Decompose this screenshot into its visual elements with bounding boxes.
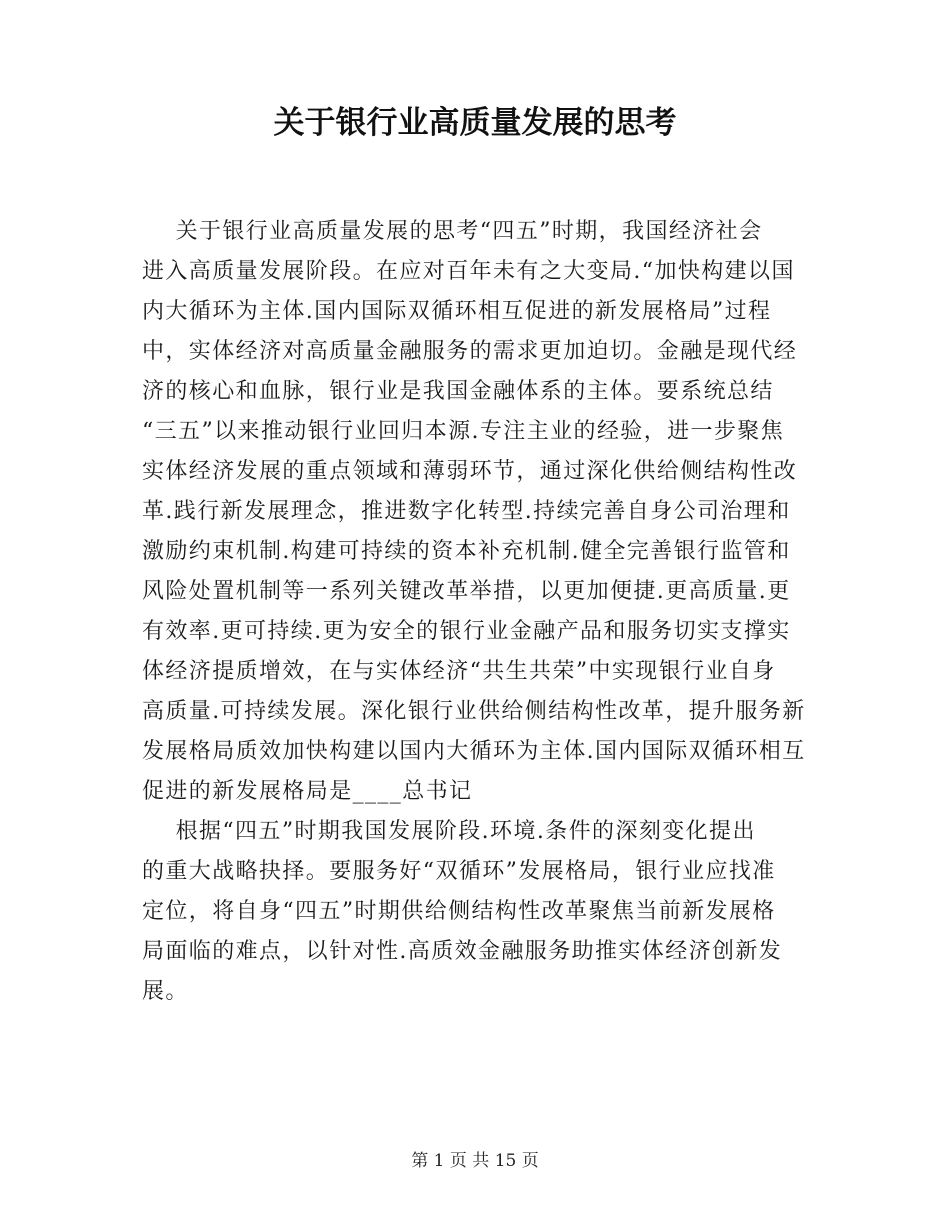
- text-line: 有效率.更可持续.更为安全的银行业金融产品和服务切实支撑实: [142, 619, 791, 644]
- text-line: 济的核心和血脉，银行业是我国金融体系的主体。要系统总结: [142, 379, 774, 404]
- text-line: 定位，将自身“四五”时期供给侧结构性改革聚焦当前新发展格: [142, 899, 776, 924]
- text-line: 内大循环为主体.国内国际双循环相互促进的新发展格局”过程: [142, 299, 772, 324]
- text-line: 革.践行新发展理念，推进数字化转型.持续完善自身公司治理和: [142, 499, 791, 524]
- text-line: 风险处置机制等一系列关键改革举措，以更加便捷.更高质量.更: [142, 579, 791, 604]
- document-title: 关于银行业高质量发展的思考: [273, 105, 677, 141]
- text-line: 发展格局质效加快构建以国内大循环为主体.国内国际双循环相互: [142, 739, 806, 764]
- paragraph-1: [142, 212, 810, 812]
- text-line: 高质量.可持续发展。深化银行业供给侧结构性改革，提升服务新: [142, 699, 806, 724]
- text-line: 中，实体经济对高质量金融服务的需求更加迫切。金融是现代经: [142, 339, 798, 364]
- document-body: [142, 212, 810, 1012]
- text-line: 进入高质量发展阶段。在应对百年未有之大变局.“加快构建以国: [142, 259, 795, 284]
- text-line: 激励约束机制.构建可持续的资本补充机制.健全完善银行监管和: [142, 539, 791, 564]
- text-line: 促进的新发展格局是____总书记: [142, 779, 473, 804]
- paragraph-2: [142, 812, 810, 1012]
- text-line: 实体经济发展的重点领域和薄弱环节，通过深化供给侧结构性改: [142, 459, 798, 484]
- text-line: “三五”以来推动银行业回归本源.专注主业的经验，进一步聚焦: [142, 419, 785, 444]
- text-line: 根据“四五”时期我国发展阶段.环境.条件的深刻变化提出: [142, 819, 756, 844]
- text-line: 关于银行业高质量发展的思考“四五”时期，我国经济社会: [142, 219, 763, 244]
- text-line: 局面临的难点，以针对性.高质效金融服务助推实体经济创新发: [142, 939, 783, 964]
- page-footer: 第 1 页 共 15 页: [411, 1151, 539, 1171]
- text-line: 展。: [142, 979, 189, 1004]
- text-line: 体经济提质增效，在与实体经济“共生共荣”中实现银行业自身: [142, 659, 776, 684]
- text-line: 的重大战略抉择。要服务好“双循环”发展格局，银行业应找准: [142, 859, 776, 884]
